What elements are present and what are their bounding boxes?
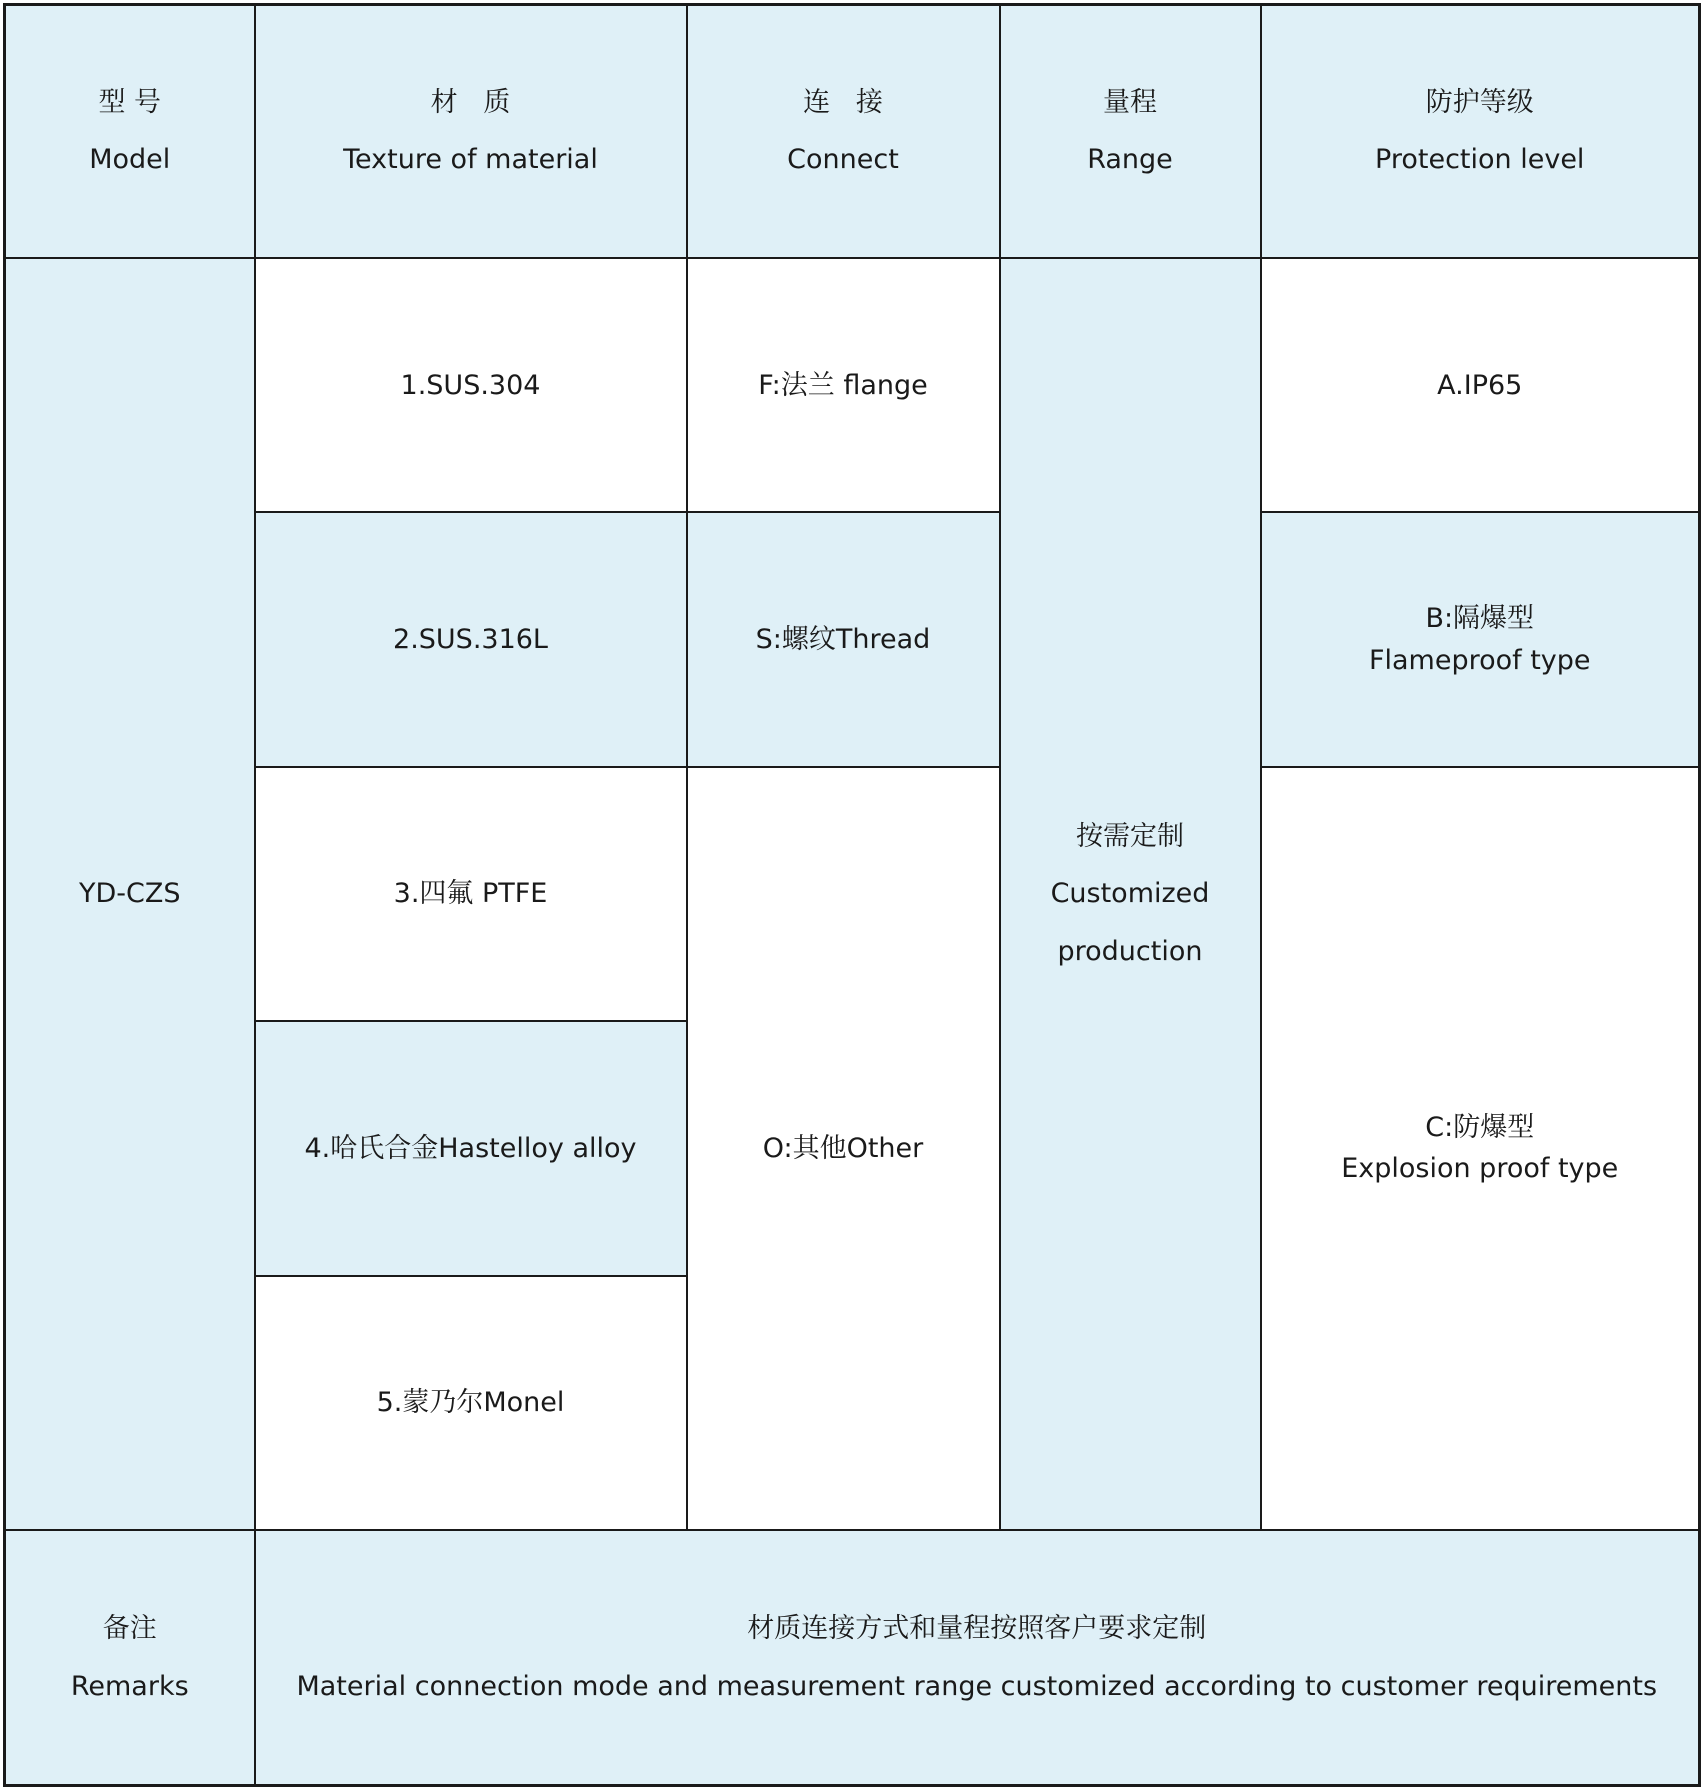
header-connect-en: Connect [787,144,899,176]
material-cell-4 [255,1021,687,1275]
range-value-cell [1000,258,1261,1530]
range-value-en-2: production [1057,935,1203,967]
remarks-label-zh: 备注 [102,1613,157,1645]
table-row [5,767,1700,1021]
material-3: 3.四氟 PTFE [393,878,548,910]
remarks-text-zh: 材质连接方式和量程按照客户要求定制 [747,1613,1207,1645]
spec-table [3,3,1701,1787]
header-model-zh: 型 号 [98,87,162,119]
header-model-en: Model [89,144,171,176]
protection-cell-c [1261,767,1700,1530]
material-4: 4.哈氏合金Hastelloy alloy [304,1132,637,1164]
header-material [255,5,687,258]
material-1: 1.SUS.304 [400,369,541,401]
material-5: 5.蒙乃尔Monel [376,1387,565,1419]
table-row [5,512,1700,766]
protection-a: A.IP65 [1437,369,1523,401]
header-connect [687,5,1000,258]
header-model [5,5,255,258]
connect-cell-2 [687,512,1000,766]
protection-b-en: Flameproof type [1368,644,1591,676]
protection-c-en: Explosion proof type [1341,1153,1619,1185]
protection-cell-b [1261,512,1700,766]
model-value: YD-CZS [78,878,181,910]
material-cell-2 [255,512,687,766]
remarks-label-cell [5,1530,255,1785]
header-connect-zh: 连 接 [803,87,883,119]
connect-2: S:螺纹Thread [755,624,931,655]
model-value-cell [5,258,255,1530]
material-cell-1 [255,258,687,512]
header-range [1000,5,1261,258]
connect-cell-1 [687,258,1000,512]
material-2: 2.SUS.316L [393,624,548,655]
connect-3: O:其他Other [762,1132,924,1164]
remarks-row [5,1530,1700,1785]
header-protection-zh: 防护等级 [1425,87,1534,119]
material-cell-5 [255,1276,687,1530]
table-row [5,258,1700,512]
material-cell-3 [255,767,687,1021]
header-protection [1261,5,1700,258]
header-protection-en: Protection level [1375,144,1585,176]
header-material-zh: 材 质 [430,87,511,119]
protection-cell-a [1261,258,1700,512]
remarks-text-en: Material connection mode and measurement range customized according to customer requirements [296,1670,1658,1702]
header-material-en: Texture of material [343,144,598,176]
connect-cell-3 [687,767,1000,1530]
header-range-en: Range [1087,144,1173,176]
remarks-text-cell [255,1530,1700,1785]
header-row [5,5,1700,258]
protection-c-zh: C:防爆型 [1425,1112,1535,1144]
protection-b-zh: B:隔爆型 [1425,603,1535,635]
range-value-en-1: Customized [1050,878,1210,910]
remarks-label-en: Remarks [70,1670,189,1702]
range-value-zh: 按需定制 [1076,821,1184,853]
connect-1: F:法兰 flange [758,369,928,401]
header-range-zh: 量程 [1103,87,1157,119]
